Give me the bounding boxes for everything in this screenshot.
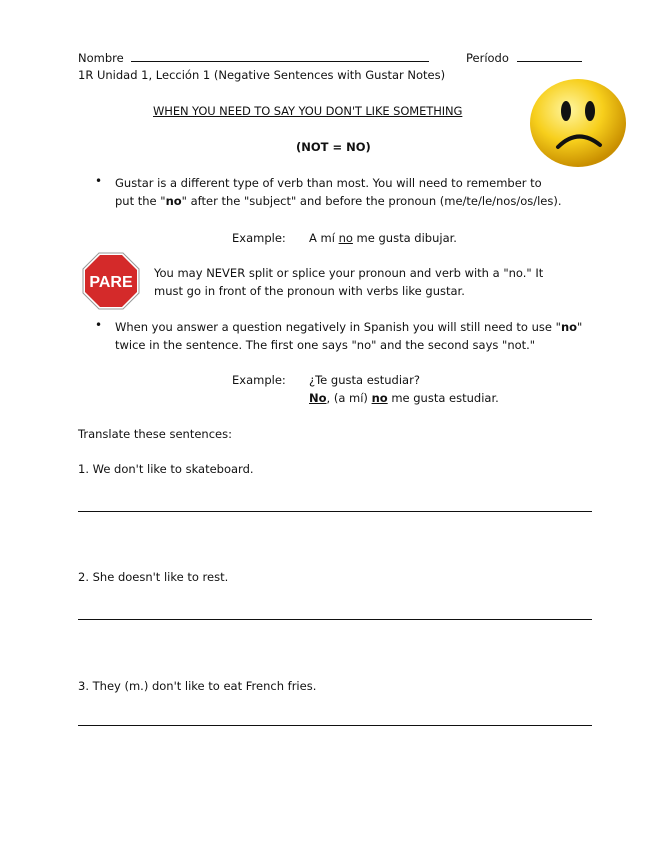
sentence-3: 3. They (m.) don't like to eat French fries. — [78, 679, 317, 693]
answer-line-3[interactable] — [78, 725, 592, 726]
bullet-2-text — [115, 318, 615, 354]
period-label: Período — [466, 51, 509, 65]
ex2-mid: , (a mí) — [326, 391, 372, 405]
b2-post: " — [577, 320, 583, 334]
example-2-label: Example: — [232, 373, 286, 387]
name-blank[interactable] — [131, 50, 429, 62]
b1-pre: put the " — [115, 194, 166, 208]
sad-face-icon — [528, 77, 628, 169]
example-2-question: ¿Te gusta estudiar? — [309, 373, 420, 387]
ex2-post: me gusta estudiar. — [387, 391, 499, 405]
bullet-1-text — [115, 174, 615, 210]
page-title: WHEN YOU NEED TO SAY YOU DON'T LIKE SOMETHING — [153, 104, 463, 118]
stop-sign-text: PARE — [89, 274, 133, 291]
bullet-dot: • — [95, 318, 103, 332]
example-1-label: Example: — [232, 231, 286, 245]
bullet-2-line2: twice in the sentence. The first one says "no" and the second says "not." — [115, 338, 536, 352]
bullet-1-line2 — [115, 192, 615, 210]
bullet-1-line1: Gustar is a different type of verb than most. You will need to remember to — [115, 176, 542, 190]
name-label: Nombre — [78, 51, 124, 65]
answer-line-2[interactable] — [78, 619, 592, 620]
stop-note — [154, 264, 604, 300]
stop-sign-icon — [82, 252, 140, 310]
bullet-dot: • — [95, 174, 103, 188]
period-blank[interactable] — [517, 50, 582, 62]
sentence-1: 1. We don't like to skateboard. — [78, 462, 254, 476]
ex1-post: me gusta dibujar. — [352, 231, 457, 245]
stop-note-line2: must go in front of the pronoun with verbs like gustar. — [154, 284, 465, 298]
example-1-text — [309, 231, 457, 245]
b2-pre: When you answer a question negatively in Spanish you will still need to use " — [115, 320, 561, 334]
rule-text: (NOT = NO) — [296, 140, 371, 154]
instructions: Translate these sentences: — [78, 427, 232, 441]
name-field[interactable] — [78, 50, 429, 65]
subtitle: 1R Unidad 1, Lección 1 (Negative Sentences with Gustar Notes) — [78, 68, 446, 82]
b2-bold: no — [560, 320, 578, 334]
ex1-neg: no — [338, 231, 353, 245]
bullet-2-line1 — [115, 318, 615, 336]
period-field[interactable] — [466, 50, 582, 65]
answer-line-1[interactable] — [78, 511, 592, 512]
right-eye — [585, 101, 595, 121]
b1-bold: no — [165, 194, 182, 208]
stop-note-line1: You may NEVER split or splice your pronoun and verb with a "no." It — [154, 266, 544, 280]
b1-post: " after the "subject" and before the pronoun (me/te/le/nos/os/les). — [181, 194, 562, 208]
ex1-pre: A mí — [309, 231, 339, 245]
ex2-no: No — [309, 391, 327, 405]
sentence-2: 2. She doesn't like to rest. — [78, 570, 229, 584]
left-eye — [561, 101, 571, 121]
example-2-answer — [309, 391, 499, 405]
ex2-no2: no — [371, 391, 388, 405]
